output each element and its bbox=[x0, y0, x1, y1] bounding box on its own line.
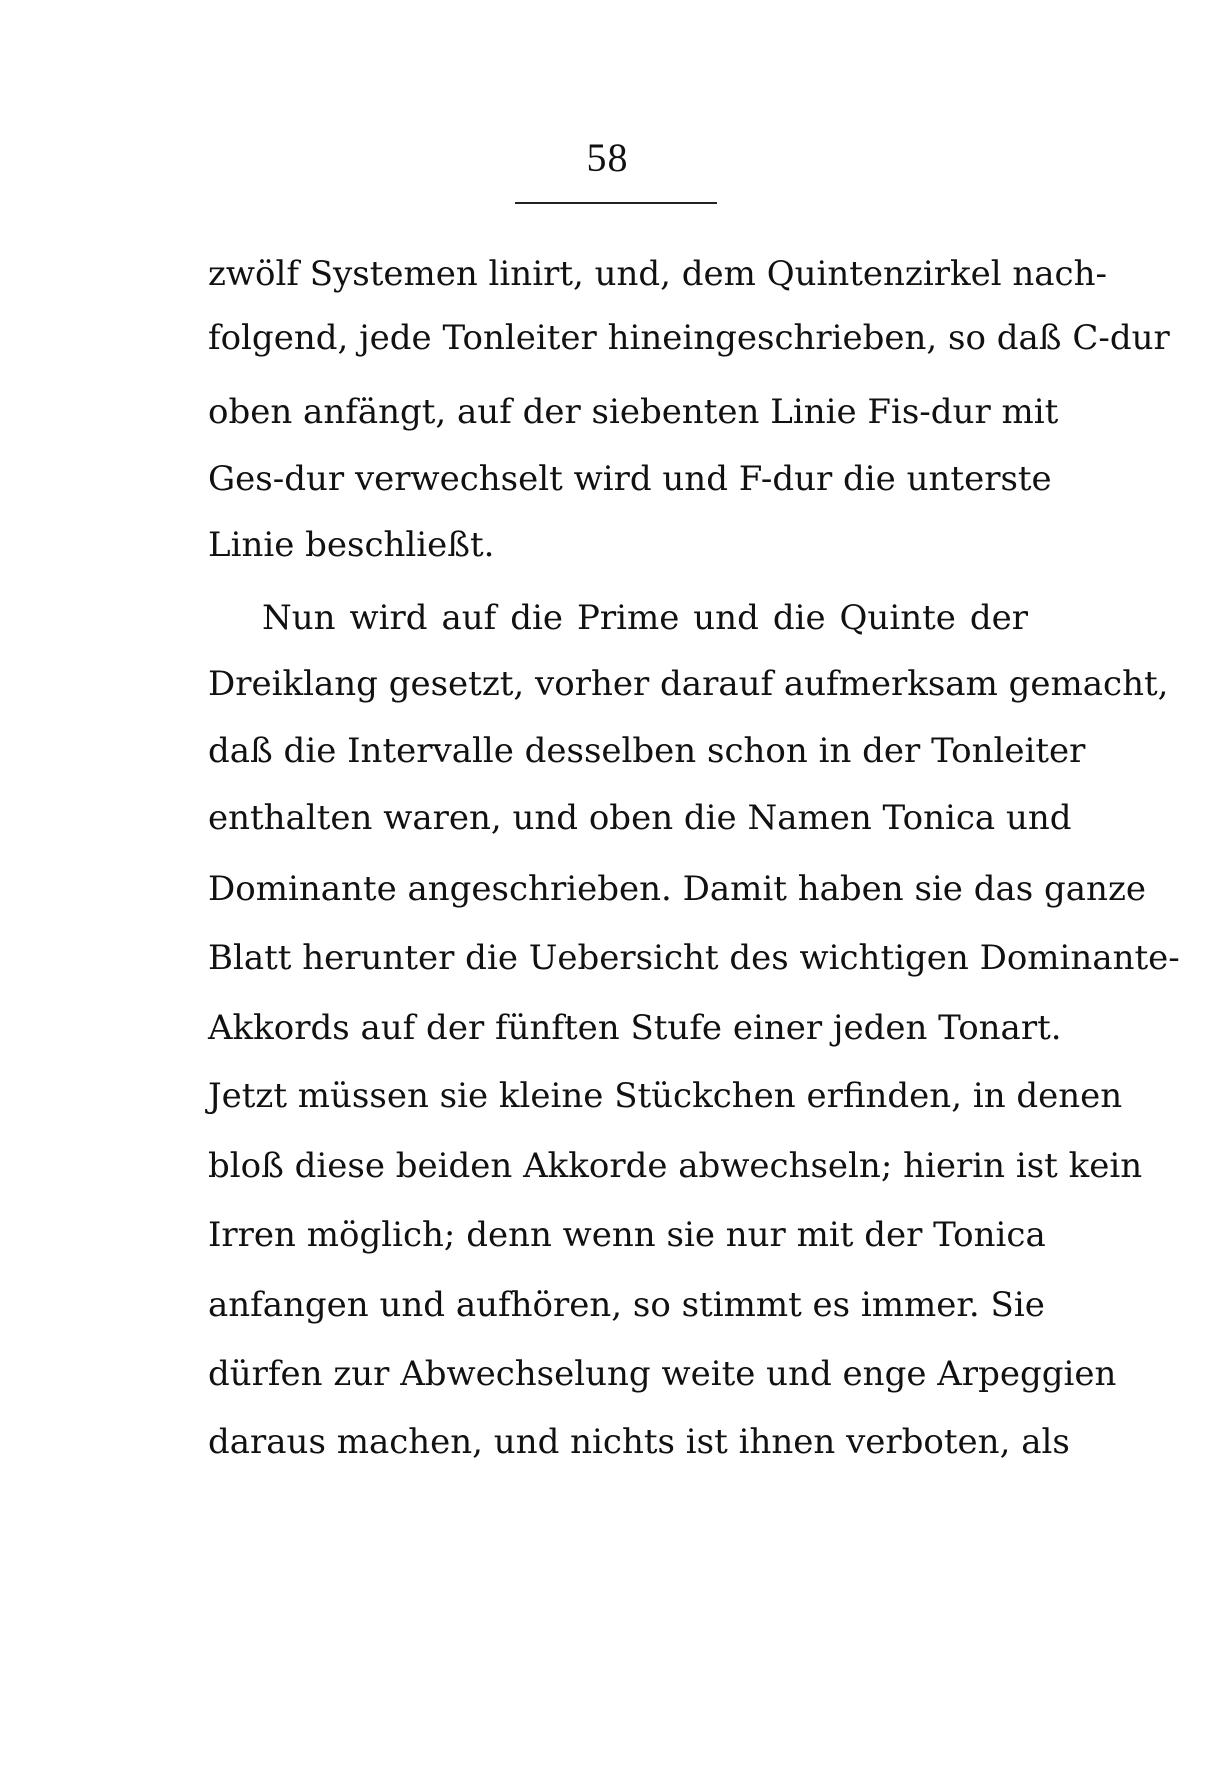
text-line: zwölf Systemen linirt, und, dem Quintenzirkel nach- bbox=[208, 254, 1107, 294]
page-number: 58 bbox=[586, 135, 629, 180]
text-line: folgend, jede Tonleiter hineingeschrieben, so daß C-dur bbox=[208, 318, 1170, 358]
text-line: Nun wird auf die Prime und die Quinte der bbox=[262, 598, 1028, 638]
text-line: dürfen zur Abwechselung weite und enge Arpeggien bbox=[208, 1354, 1117, 1394]
text-line: daraus machen, und nichts ist ihnen verboten, als bbox=[208, 1422, 1070, 1462]
text-line: anfangen und aufhören, so stimmt es immer. Sie bbox=[208, 1285, 1045, 1325]
text-line: Blatt herunter die Uebersicht des wichtigen Dominante- bbox=[208, 938, 1180, 978]
text-line: Jetzt müssen sie kleine Stückchen erfinden, in denen bbox=[208, 1076, 1123, 1116]
text-line: Ges-dur verwechselt wird und F-dur die unterste bbox=[208, 459, 1052, 499]
text-line: Dreiklang gesetzt, vorher darauf aufmerksam gemacht, bbox=[208, 664, 1169, 704]
header-rule bbox=[515, 202, 717, 204]
text-line: Linie beschließt. bbox=[208, 525, 495, 565]
text-line: Irren möglich; denn wenn sie nur mit der Tonica bbox=[208, 1215, 1046, 1255]
text-line: oben anfängt, auf der siebenten Linie Fis-dur mit bbox=[208, 392, 1059, 432]
text-line: Akkords auf der fünften Stufe einer jeden Tonart. bbox=[208, 1008, 1062, 1048]
text-line: bloß diese beiden Akkorde abwechseln; hierin ist kein bbox=[208, 1146, 1143, 1186]
text-line: enthalten waren, und oben die Namen Tonica und bbox=[208, 798, 1072, 838]
text-line: Dominante angeschrieben. Damit haben sie das ganze bbox=[208, 869, 1146, 909]
text-line: daß die Intervalle desselben schon in der Tonleiter bbox=[208, 731, 1086, 771]
